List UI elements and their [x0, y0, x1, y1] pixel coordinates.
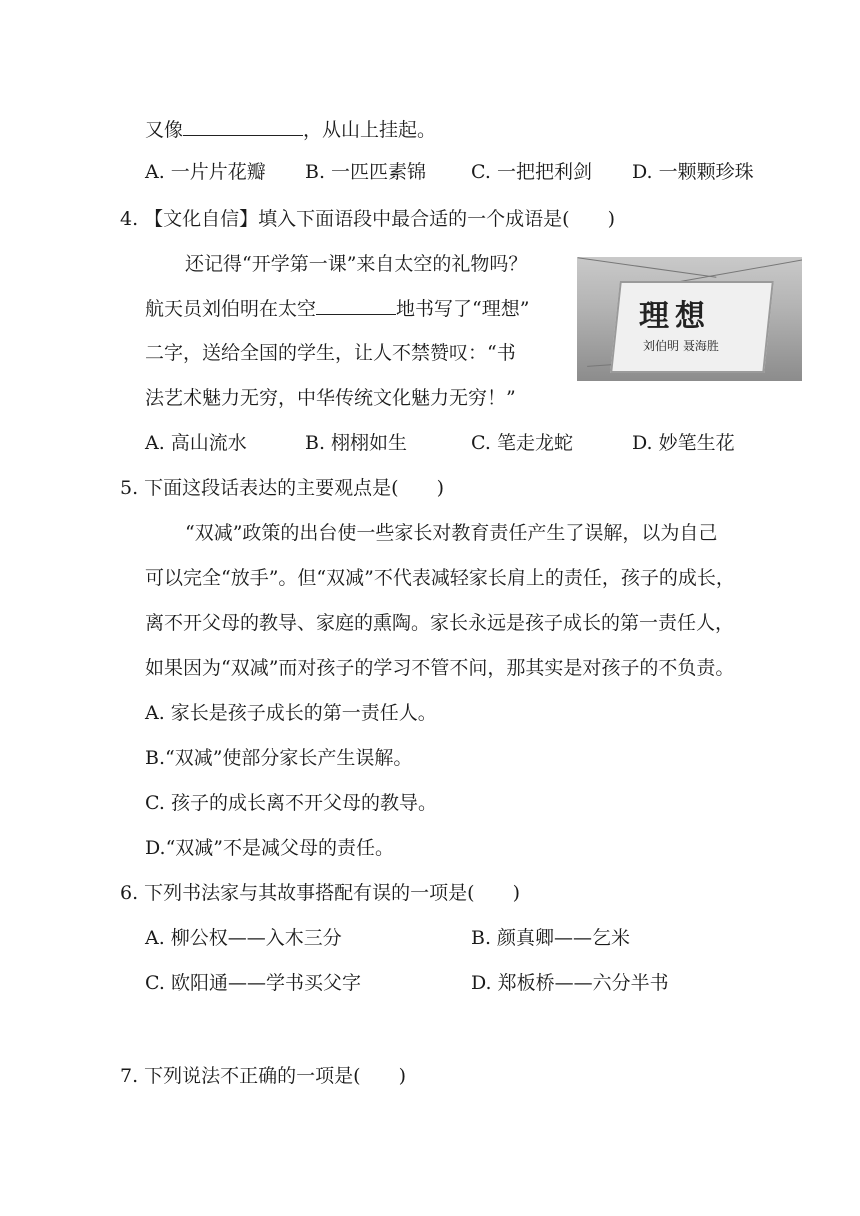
calligraphy-photo [577, 257, 802, 381]
q6-option-b[interactable]: B. 颜真卿——乞米 [471, 927, 631, 949]
q3-line-start: 又像 [145, 119, 184, 141]
q4-passage-line-4: 法艺术魅力无穷，中华传统文化魅力无穷！” [145, 387, 516, 409]
q4-passage-line-1: 还记得“开学第一课”来自太空的礼物吗？ [185, 253, 528, 275]
q4-line2-end: 地书写了“理想” [396, 298, 530, 320]
q3-option-c[interactable]: C. 一把把利剑 [471, 161, 592, 183]
q3-line [145, 117, 436, 142]
q4-passage-line-3: 二字，送给全国的学生，让人不禁赞叹：“书 [145, 342, 516, 364]
q4-line2-start: 航天员刘伯明在太空 [145, 298, 317, 320]
q4-option-c[interactable]: C. 笔走龙蛇 [471, 432, 573, 454]
calligraphy-main-text: 理想 [639, 299, 711, 334]
q3-answer-blank[interactable] [183, 117, 303, 136]
q5-passage-line-1: “双减”政策的出台使一些家长对教育责任产生了误解，以为自己 [185, 522, 718, 544]
q3-line-end: ，从山上挂起。 [303, 119, 437, 141]
q5-passage-line-2: 可以完全“放手”。但“双减”不代表减轻家长肩上的责任，孩子的成长， [145, 567, 735, 589]
q3-option-a[interactable]: A. 一片片花瓣 [145, 161, 266, 183]
q6-option-d[interactable]: D. 郑板桥——六分半书 [471, 972, 669, 994]
q3-option-b[interactable]: B. 一匹匹素锦 [305, 161, 427, 183]
q5-option-d[interactable]: D.“双减”不是减父母的责任。 [145, 837, 395, 859]
q5-option-c[interactable]: C. 孩子的成长离不开父母的教导。 [145, 792, 437, 814]
q5-stem: 5. 下面这段话表达的主要观点是( ) [120, 477, 444, 499]
q6-option-c[interactable]: C. 欧阳通——学书买父字 [145, 972, 361, 994]
q4-passage-line-2 [145, 296, 529, 321]
q6-stem: 6. 下列书法家与其故事搭配有误的一项是( ) [120, 882, 520, 904]
q6-option-a[interactable]: A. 柳公权——入木三分 [145, 927, 342, 949]
q5-passage-line-3: 离不开父母的教导、家庭的熏陶。家长永远是孩子成长的第一责任人， [145, 612, 735, 634]
q4-option-b[interactable]: B. 栩栩如生 [305, 432, 408, 454]
q5-option-b[interactable]: B.“双减”使部分家长产生误解。 [145, 747, 413, 769]
q4-stem: 4. 【文化自信】填入下面语段中最合适的一个成语是( ) [120, 208, 615, 230]
q5-passage-line-4: 如果因为“双减”而对孩子的学习不管不问，那其实是对孩子的不负责。 [145, 657, 735, 679]
q4-answer-blank[interactable] [316, 296, 396, 315]
q7-stem: 7. 下列说法不正确的一项是( ) [120, 1065, 406, 1087]
calligraphy-signature: 刘伯明 聂海胜 [643, 339, 719, 353]
q3-option-d[interactable]: D. 一颗颗珍珠 [632, 161, 754, 183]
q4-option-a[interactable]: A. 高山流水 [145, 432, 247, 454]
q4-option-d[interactable]: D. 妙笔生花 [632, 432, 735, 454]
q5-option-a[interactable]: A. 家长是孩子成长的第一责任人。 [145, 702, 437, 724]
